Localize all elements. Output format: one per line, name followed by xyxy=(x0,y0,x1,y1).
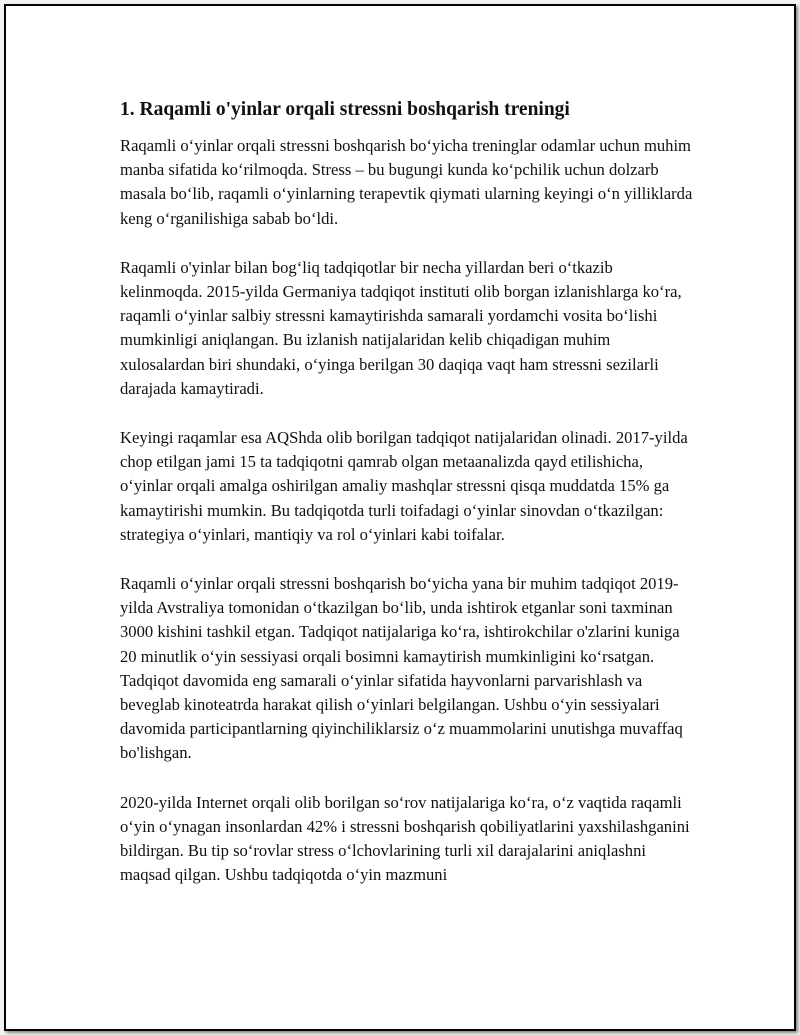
document-page xyxy=(4,4,796,1031)
document-body xyxy=(120,97,694,912)
paragraph-intro: Raqamli o‘yinlar orqali stressni boshqarish bo‘yicha treninglar odamlar uchun muhim manba sifatida ko‘rilmoqda. Stress – bu bugungi kunda ko‘pchilik uchun dolzarb masala bo‘lib, raqamli o‘yinlarning terapevtik qiymati ularning keyingi o‘n yilliklarda keng o‘rganilishiga sabab bo‘ldi. xyxy=(120,136,693,228)
paragraph-germany-study: Raqamli o'yinlar bilan bog‘liq tadqiqotlar bir necha yillardan beri o‘tkazib kelinmoqda. 2015-yilda Germaniya tadqiqot instituti olib borgan izlanishlarga ko‘ra, raqamli o‘yinlar salbiy stressni kamaytirishda samarali yordamchi vosita bo‘lishi mumkinligi aniqlangan. Bu izlanish natijalaridan kelib chiqadigan muhim xulosalardan biri shundaki, o‘yinga berilgan 30 daqiqa vaqt ham stressni sezilarli darajada kamaytiradi. xyxy=(120,257,682,398)
section-heading: 1. Raqamli o'yinlar orqali stressni boshqarish treningi xyxy=(120,99,570,120)
paragraph-internet-survey: 2020-yilda Internet orqali olib borilgan so‘rov natijalariga ko‘ra, o‘z vaqtida raqamli o‘yin o‘ynagan insonlardan 42% i stressni boshqarish qobiliyatlarini yaxshilashganini bildirgan. Bu tip so‘rovlar stress o‘lchovlarining turli xil darajalarini aniqlashni maqsad qilgan. Ushbu tadqiqotda o‘yin mazmuni xyxy=(120,792,690,885)
paragraph-usa-study: Keyingi raqamlar esa AQShda olib borilgan tadqiqot natijalaridan olinadi. 2017-yilda chop etilgan jami 15 ta tadqiqotni qamrab olgan metaanalizda qayd etilishicha, o‘yinlar orqali amalga oshirilgan amaliy mashqlar stressni qisqa muddatda 15% ga kamaytirishi mumkin. Bu tadqiqotda turli toifadagi o‘yinlar sinovdan o‘tkazilgan: strategiya o‘yinlari, mantiqiy va rol o‘yinlari kabi toifalar. xyxy=(120,428,688,544)
paragraph-australia-study: Raqamli o‘yinlar orqali stressni boshqarish bo‘yicha yana bir muhim tadqiqot 2019-yilda Avstraliya tomonidan o‘tkazilgan bo‘lib, unda ishtirok etganlar soni taxminan 3000 kishini tashkil etgan. Tadqiqot natijalariga ko‘ra, ishtirokchilar o'zlarini kuniga 20 minutlik o‘yin sessiyasi orqali bosimni kamaytirish mumkinligini ko‘rsatgan. Tadqiqot davomida eng samarali o‘yinlar sifatida hayvonlarni parvarishlash va beveglab kinoteatrda harakat qilish o‘yinlari belgilangan. Ushbu o‘yin sessiyalari davomida participantlarning qiyinchiliklarsiz o‘z muammolarini unutishga muvaffaq bo'lishgan. xyxy=(120,574,683,763)
